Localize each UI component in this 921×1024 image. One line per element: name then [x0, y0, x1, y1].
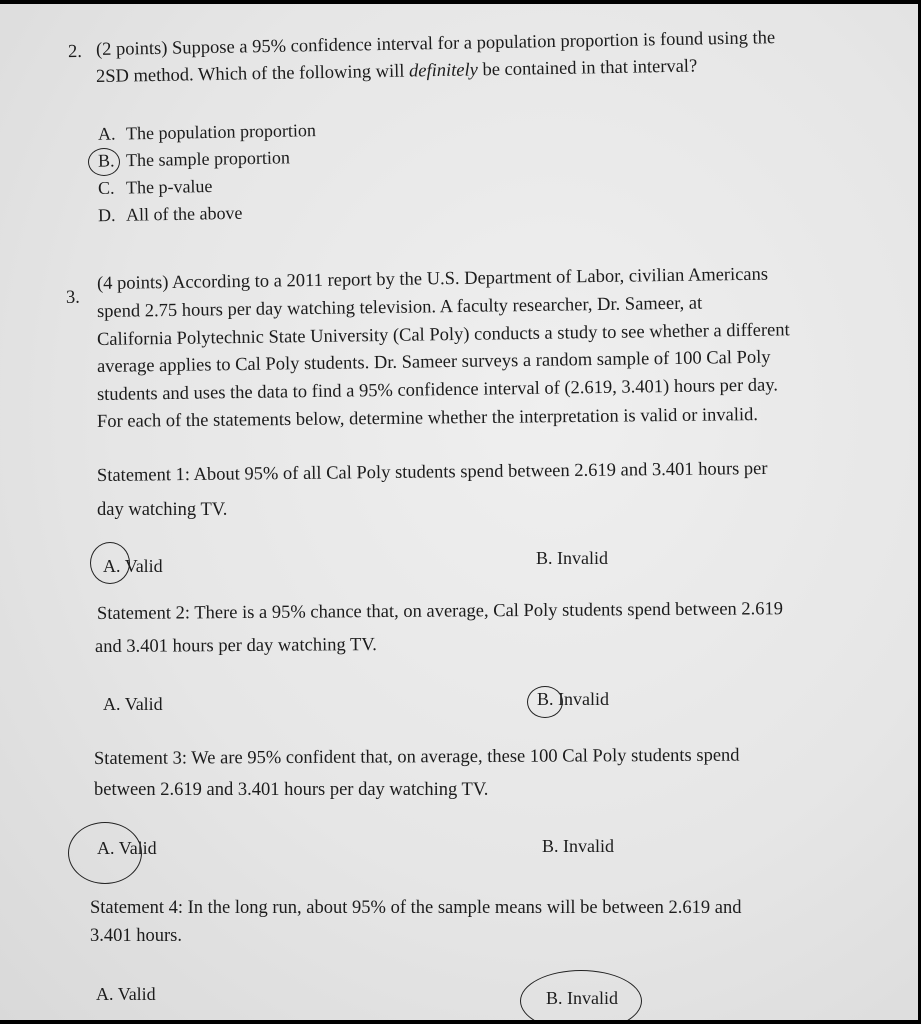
statement-3-answer-circle [68, 822, 142, 884]
q2-option-a[interactable] [98, 120, 316, 145]
question-3-text-line4: average applies to Cal Poly students. Dr. Sameer surveys a random sample of 100 Cal Poly [96, 347, 771, 377]
statement-3-option-b[interactable] [542, 836, 614, 857]
statement-4-option-a[interactable] [96, 984, 156, 1005]
question-2-text-line2-end: be contained in that interval? [477, 56, 698, 81]
question-2-text-line2 [96, 57, 698, 88]
statement-1-line1: Statement 1: About 95% of all Cal Poly students spend between 2.619 and 3.401 hours per [96, 458, 768, 486]
question-3-number: 3. [66, 288, 80, 308]
statement-1-option-a-text: Valid [124, 556, 163, 576]
statement-4-answer-circle [520, 970, 642, 1020]
q2-option-d-letter: D. [97, 204, 116, 226]
statement-4-line2: 3.401 hours. [90, 926, 182, 946]
statement-2-option-b-text: Invalid [558, 689, 610, 709]
question-3-text-line6: For each of the statements below, determine whether the interpretation is valid or invalid. [96, 405, 759, 432]
question-2-text-line1: (2 points) Suppose a 95% confidence interval for a population proportion is found using the [95, 28, 776, 60]
q2-option-b-text: The sample proportion [125, 147, 291, 171]
q2-option-c[interactable] [98, 176, 213, 199]
q2-option-a-letter: A. [97, 123, 116, 144]
q2-option-a-text: The population proportion [125, 120, 317, 144]
statement-2-line1: Statement 2: There is a 95% chance that, on average, Cal Poly students spend between 2.619 [96, 599, 784, 624]
statement-4-option-b-letter: B. [546, 988, 563, 1008]
statement-3-line1: Statement 3: We are 95% confident that, on average, these 100 Cal Poly students spend [93, 745, 740, 769]
statement-2-option-b-letter: B. [537, 689, 554, 709]
statement-3-option-a-letter: A. [97, 838, 115, 858]
q2-answer-circle [88, 148, 120, 176]
statement-2-line2: and 3.401 hours per day watching TV. [94, 635, 377, 657]
statement-3-option-a-text: Valid [118, 838, 157, 858]
question-2-text-line2-start: 2SD method. Which of the following will [95, 61, 410, 87]
statement-1-option-a-letter: A. [103, 556, 121, 576]
statement-1-option-b[interactable] [536, 548, 608, 569]
statement-3-option-b-text: Invalid [563, 836, 615, 856]
statement-3-option-b-letter: B. [542, 836, 559, 856]
q2-option-c-letter: C. [97, 177, 115, 198]
q2-option-b[interactable] [98, 147, 290, 171]
statement-4-option-a-text: Valid [117, 984, 156, 1004]
question-3-text-line5: students and uses the data to find a 95% confidence interval of (2.619, 3.401) hours per day. [96, 375, 779, 405]
q2-option-b-letter: B. [97, 150, 115, 171]
statement-2-option-a-text: Valid [124, 694, 163, 714]
question-3-text-line3: California Polytechnic State University (Cal Poly) conducts a study to see whether a different [96, 320, 790, 350]
question-2-emphasis: definitely [408, 60, 479, 82]
statement-2-option-a-letter: A. [103, 694, 121, 714]
statement-1-answer-circle [90, 542, 130, 584]
statement-1-line2: day watching TV. [97, 500, 228, 520]
statement-1-option-b-text: Invalid [557, 548, 609, 568]
question-2-number: 2. [67, 41, 83, 63]
statement-4-line1: Statement 4: In the long run, about 95% of the sample means will be between 2.619 and [90, 898, 742, 918]
q2-option-c-text: The p-value [125, 176, 213, 198]
statement-4-option-a-letter: A. [96, 984, 114, 1004]
q2-option-d-text: All of the above [125, 202, 243, 225]
worksheet-page [0, 4, 918, 1020]
statement-2-option-a[interactable] [103, 694, 163, 715]
question-3-text-line2: spend 2.75 hours per day watching television. A faculty researcher, Dr. Sameer, at [96, 293, 703, 322]
statement-4-option-b-text: Invalid [567, 988, 619, 1008]
statement-1-option-b-letter: B. [536, 548, 553, 568]
q2-option-d[interactable] [98, 203, 243, 227]
statement-2-answer-circle [527, 686, 563, 718]
question-3-text-line1: (4 points) According to a 2011 report by the U.S. Department of Labor, civilian Americans [96, 264, 769, 294]
statement-3-line2: between 2.619 and 3.401 hours per day watching TV. [94, 780, 489, 800]
